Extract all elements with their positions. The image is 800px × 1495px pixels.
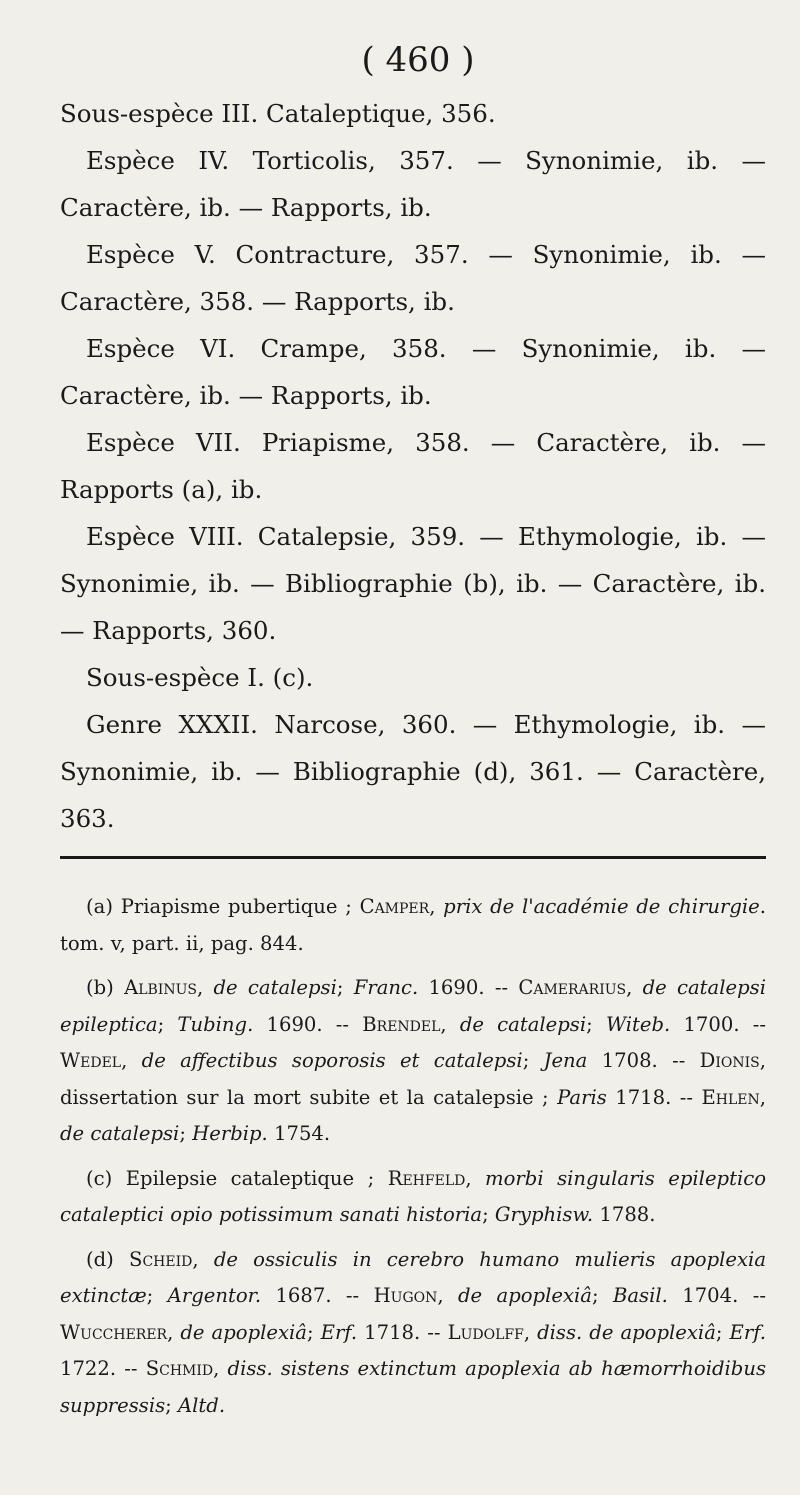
citation-title: Paris [557, 1085, 607, 1109]
footnote-text: ; [179, 1122, 193, 1145]
citation-title: Jena [543, 1049, 588, 1072]
citation-title: diss. sistens extinctum apoplexia ab hæmorrhoidibus suppressis [60, 1357, 767, 1417]
citation-title: diss. de apoplexiâ [537, 1320, 716, 1344]
citation-title: de catalepsi [459, 1012, 587, 1036]
footnote-text: (a) Priapisme pubertique ; [86, 895, 360, 918]
index-entry: Sous-espèce III. Cataleptique, 356. [60, 99, 496, 128]
footnote-text: , [213, 1357, 228, 1380]
footnote [60, 1242, 766, 1425]
footnote-text: , [523, 1320, 538, 1344]
citation-title: de catalepsi [60, 1122, 180, 1145]
footnote-text: , [197, 976, 214, 999]
citation-title: Altd. [178, 1393, 226, 1417]
footnote-text: 1722. -- [60, 1357, 146, 1380]
citation-title: Gryphisw. [494, 1203, 594, 1226]
footnote [60, 889, 766, 962]
footnote-text: ; [591, 1284, 613, 1307]
index-entry: Espèce VIII. Catalepsie, 359. — Ethymologie, ib. — Synonimie, ib. — Bibliographie (b), ib. — Caractère, ib. — Rapports, 360. [60, 522, 766, 645]
footnote-text: ; [715, 1320, 730, 1344]
footnote-text: ; [522, 1049, 544, 1072]
index-entry: Espèce IV. Torticolis, 357. — Synonimie, ib. — Caractère, ib. — Rapports, ib. [60, 146, 766, 222]
footnote-text: , [759, 1085, 766, 1109]
author-name: Rehfeld [387, 1166, 466, 1190]
footnote [60, 970, 766, 1153]
footnote-text: 1718. -- [357, 1320, 448, 1344]
footnote-text: (c) Epilepsie cataleptique ; [86, 1166, 388, 1190]
citation-title: Argentor. [167, 1284, 262, 1307]
index-entries [60, 90, 766, 842]
index-entry: Espèce VII. Priapisme, 358. — Caractère, ib. — Rapports (a), ib. [60, 428, 766, 504]
footnote-text: 1788. [593, 1203, 656, 1226]
author-name: Dionis [699, 1049, 760, 1072]
author-name: Scheid [129, 1247, 193, 1271]
index-entry: Espèce V. Contracture, 357. — Synonimie, ib. — Caractère, 358. — Rapports, ib. [60, 240, 766, 316]
footnote-text: 1754. [267, 1122, 331, 1145]
author-name: Camper [359, 895, 430, 918]
citation-title: morbi singularis epileptico cataleptici opio potissimum sanati historia [60, 1166, 766, 1226]
footnote-text: 1690. -- [418, 976, 519, 999]
footnote-text: 1687. -- [261, 1284, 374, 1307]
citation-title: de apoplexiâ [458, 1284, 592, 1307]
footnote-text: 1700. -- [670, 1012, 766, 1036]
author-name: Brendel [362, 1012, 441, 1036]
citation-title: Erf. [729, 1320, 766, 1344]
footnote-text: ; [157, 1012, 178, 1036]
footnote-text: , [440, 1012, 460, 1036]
index-entry: Genre XXXII. Narcose, 360. — Ethymologie, ib. — Synonimie, ib. — Bibliographie (d), 361. — Caractère, 363. [60, 710, 766, 833]
footnote-separator [60, 856, 766, 859]
citation-title: Franc. [353, 976, 419, 999]
citation-title: Herbip. [192, 1122, 268, 1145]
index-entry: Espèce VI. Crampe, 358. — Synonimie, ib. — Caractère, ib. — Rapports, ib. [60, 334, 766, 410]
citation-title: de apoplexiâ [180, 1320, 307, 1344]
footnote-text: (b) [86, 976, 125, 999]
footnote-text: . tom. v, part. ii, pag. 844. [60, 895, 766, 955]
footnote-text: 1718. -- [606, 1085, 702, 1109]
footnote-text: , [192, 1247, 214, 1271]
footnotes [60, 889, 766, 1424]
page-number: ( 460 ) [361, 40, 475, 80]
citation-title: Basil. [612, 1284, 668, 1307]
footnote-text: , [626, 976, 643, 999]
index-entry: Sous-espèce I. (c). [86, 663, 314, 692]
citation-title: de ossiculis in cerebro humano mulieris apoplexia extinctæ [60, 1247, 766, 1307]
footnote-text: , [429, 895, 444, 918]
citation-title: de catalepsi [213, 976, 337, 999]
author-name: Wuccherer [60, 1320, 168, 1344]
footnote-text: ; [482, 1203, 495, 1226]
author-name: Schmid [145, 1357, 214, 1380]
footnote-text: ; [306, 1320, 321, 1344]
author-name: Hugon [373, 1284, 438, 1307]
footnote-text: , dissertation sur la mort subite et la catalepsie ; [60, 1049, 766, 1109]
citation-title: Erf. [320, 1320, 358, 1344]
author-name: Albinus [124, 976, 198, 999]
footnote-text: 1708. -- [587, 1049, 700, 1072]
author-name: Ludolff [447, 1320, 524, 1344]
footnote-text: (d) [86, 1247, 130, 1271]
footnote-text: ; [336, 976, 354, 999]
footnote-text: , [437, 1284, 458, 1307]
footnote-text: 1704. -- [667, 1284, 766, 1307]
footnote-text: ; [146, 1284, 168, 1307]
author-name: Ehlen [701, 1085, 760, 1109]
author-name: Camerarius [518, 976, 627, 999]
author-name: Wedel [60, 1049, 122, 1072]
footnote-text: ; [165, 1393, 178, 1417]
footnote-text: ; [586, 1012, 606, 1036]
footnote-text: 1690. -- [253, 1012, 363, 1036]
footnote-text: , [465, 1166, 486, 1190]
footnote-text: , [167, 1320, 181, 1344]
citation-title: de catalepsi epileptica [60, 976, 766, 1036]
citation-title: de affectibus soporosis et catalepsi [141, 1049, 523, 1072]
footnote-text: , [121, 1049, 142, 1072]
citation-title: prix de l'académie de chirurgie [443, 895, 760, 918]
footnote [60, 1161, 766, 1234]
citation-title: Witeb. [605, 1012, 671, 1036]
citation-title: Tubing. [177, 1012, 254, 1036]
